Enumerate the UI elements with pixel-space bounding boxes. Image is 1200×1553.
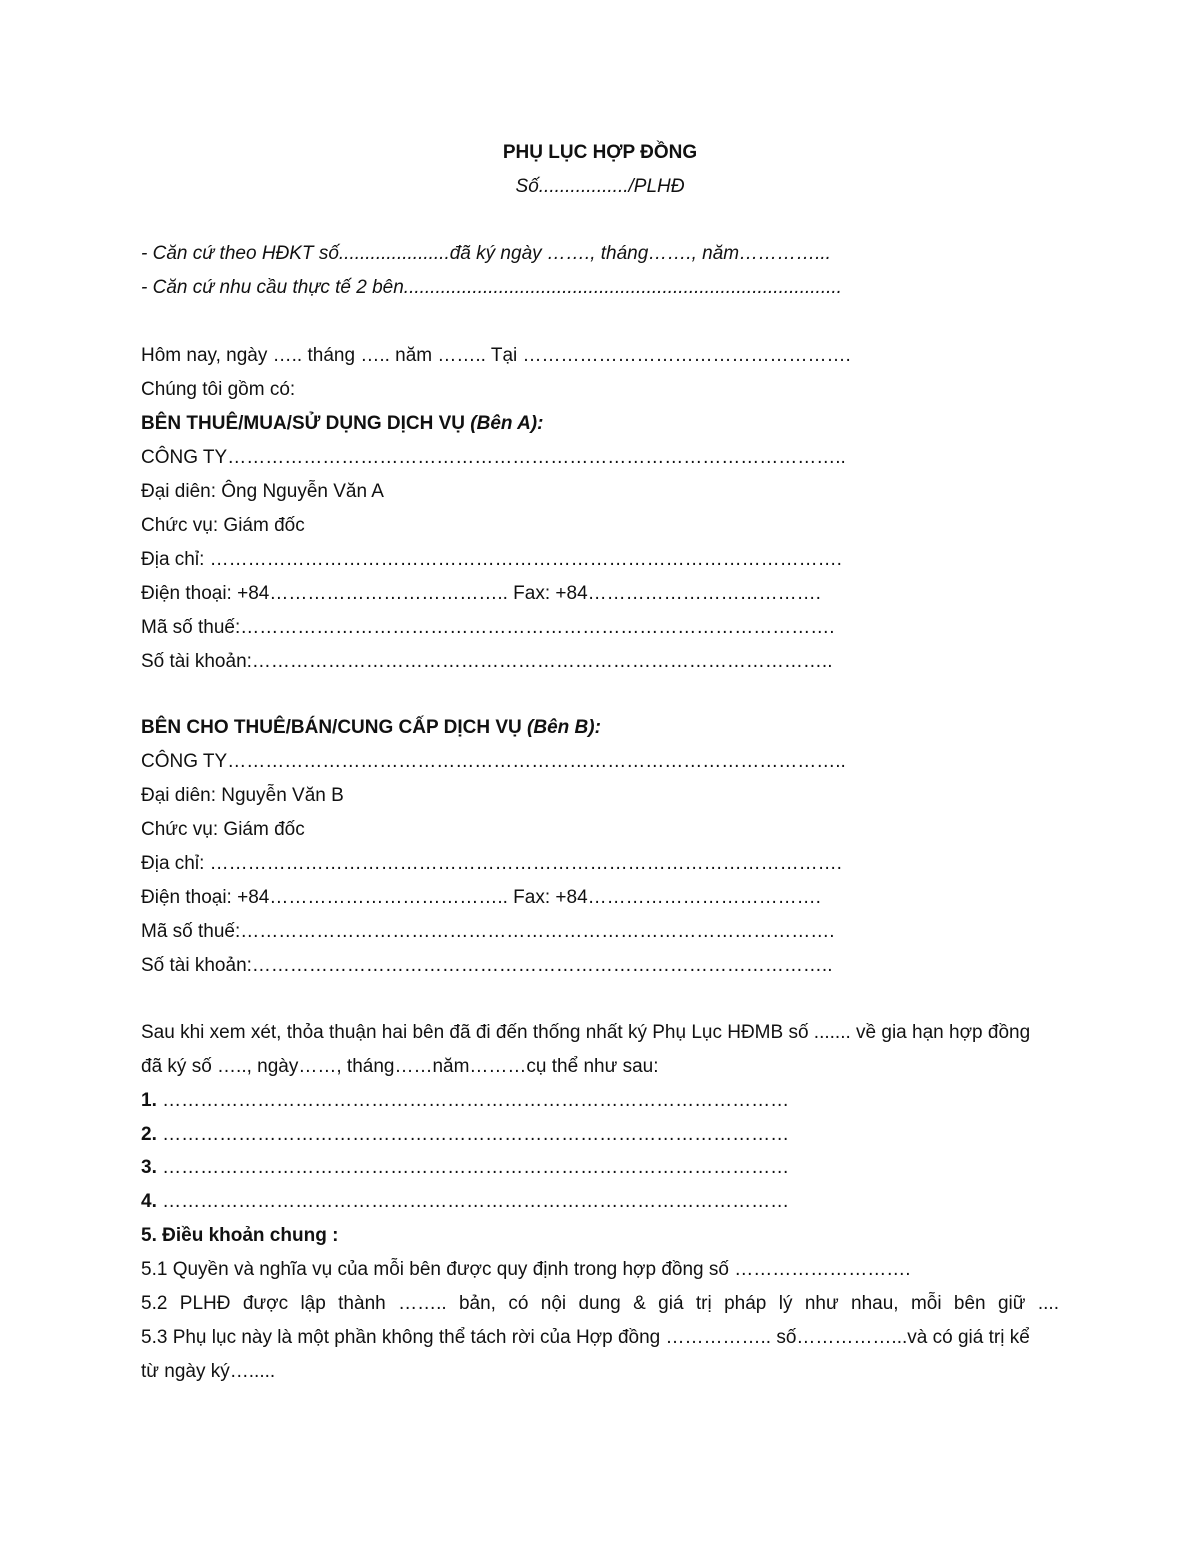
clause-5-2-word: nội (540, 1293, 567, 1314)
clause-5-1: 5.1 Quyền và nghĩa vụ của mỗi bên được quy định trong hợp đồng số ………………………. (141, 1259, 911, 1280)
clause-5-2-word: pháp (724, 1293, 767, 1314)
list-item (141, 1156, 789, 1180)
party-a-representative: Đại diên: Ông Nguyễn Văn A (141, 481, 384, 502)
clause-5-2-word: bản, (458, 1293, 496, 1314)
party-b-heading-tag: (Bên B): (527, 717, 601, 738)
party-a-position: Chức vụ: Giám đốc (141, 515, 305, 536)
list-item (141, 1123, 789, 1147)
clause-5-2-word: PLHĐ (179, 1293, 231, 1314)
party-a-heading-label: BÊN THUÊ/MUA/SỬ DỤNG DỊCH VỤ (141, 413, 471, 434)
party-b-company: CÔNG TY…………………………………………………………………………………….. (141, 751, 846, 772)
clause-5-2-word: lập (300, 1293, 326, 1314)
clause-5-2-word: …….. (398, 1293, 447, 1314)
party-a-address: Địa chỉ: ………………………………………………………………………………………. (141, 549, 842, 570)
list-item-text: ……………………………………………………………………………………… (156, 1191, 790, 1212)
document-title: PHỤ LỤC HỢP ĐỒNG (502, 142, 698, 163)
clause-5-2-word: & (633, 1293, 646, 1314)
clause-5-2-word: dung (578, 1293, 621, 1314)
party-b-phone-fax: Điện thoại: +84……………………………….. Fax: +84………………………………. (141, 887, 821, 908)
clause-5-3-line-2: từ ngày ký…..... (141, 1361, 276, 1382)
basis-contract: - Căn cứ theo HĐKT số.....................đã ký ngày ……., tháng……., năm…………... (141, 243, 831, 264)
clause-5-2-word: mỗi (910, 1293, 942, 1314)
clause-5-2-word: nhau, (851, 1293, 899, 1314)
party-a-heading (141, 412, 543, 436)
list-item (141, 1089, 789, 1113)
clause-5-2-word: được (242, 1293, 289, 1314)
party-a-account: Số tài khoản:……………………………………………………………………………….. (141, 651, 833, 672)
party-b-account: Số tài khoản:……………………………………………………………………………….. (141, 955, 833, 976)
list-item-text: ……………………………………………………………………………………… (156, 1157, 790, 1178)
list-item-text: ……………………………………………………………………………………… (156, 1124, 790, 1145)
general-terms-heading: 5. Điều khoản chung : (141, 1225, 339, 1246)
basis-needs: - Căn cứ nhu cầu thực tế 2 bên................................................................................... (141, 277, 842, 298)
agreement-line-2: đã ký số ….., ngày……, tháng……năm………cụ thể như sau: (141, 1056, 659, 1077)
party-a-tax-code: Mã số thuế:…………………………………………………………………………………. (141, 617, 835, 638)
party-b-tax-code: Mã số thuế:…………………………………………………………………………………. (141, 921, 835, 942)
list-item-number: 2. (141, 1124, 157, 1145)
clause-5-2-word: 5.2 (141, 1293, 168, 1314)
list-item-text: ……………………………………………………………………………………… (156, 1090, 790, 1111)
clause-5-2-word: thành (338, 1293, 386, 1314)
clause-5-2-word: có (508, 1293, 529, 1314)
party-b-heading (141, 716, 601, 740)
party-b-position: Chức vụ: Giám đốc (141, 819, 305, 840)
list-item (141, 1190, 789, 1214)
list-item-number: 1. (141, 1090, 157, 1111)
clause-5-2-word: trị (695, 1293, 712, 1314)
clause-5-2-word: lý (778, 1293, 793, 1314)
clause-5-2-word: bên (953, 1293, 986, 1314)
clause-5-2 (141, 1292, 1059, 1316)
party-b-representative: Đại diên: Nguyễn Văn B (141, 785, 344, 806)
party-b-address: Địa chỉ: ………………………………………………………………………………………. (141, 853, 842, 874)
document-number: Số................./PLHĐ (515, 176, 685, 197)
party-a-company: CÔNG TY…………………………………………………………………………………….. (141, 447, 846, 468)
party-b-heading-label: BÊN CHO THUÊ/BÁN/CUNG CẤP DỊCH VỤ (141, 717, 528, 738)
party-a-phone-fax: Điện thoại: +84……………………………….. Fax: +84………………………………. (141, 583, 821, 604)
list-item-number: 3. (141, 1157, 157, 1178)
clause-5-3-line-1: 5.3 Phụ lục này là một phần không thể tách rời của Hợp đồng …………….. số……………...và có giá trị kể (141, 1327, 1030, 1348)
list-item-number: 4. (141, 1191, 157, 1212)
agreement-line-1: Sau khi xem xét, thỏa thuận hai bên đã đi đến thống nhất ký Phụ Lục HĐMB số ....... về gia hạn hợp đồng (141, 1022, 1031, 1043)
clause-5-2-word: .... (1037, 1293, 1059, 1314)
clause-5-2-word: như (804, 1293, 839, 1314)
party-a-heading-tag: (Bên A): (470, 413, 544, 434)
clause-5-2-word: giá (658, 1293, 684, 1314)
date-place-line: Hôm nay, ngày ….. tháng ….. năm …….. Tại ……………………………………………. (141, 345, 851, 366)
parties-intro: Chúng tôi gồm có: (141, 379, 296, 400)
clause-5-2-word: giữ (997, 1293, 1026, 1314)
